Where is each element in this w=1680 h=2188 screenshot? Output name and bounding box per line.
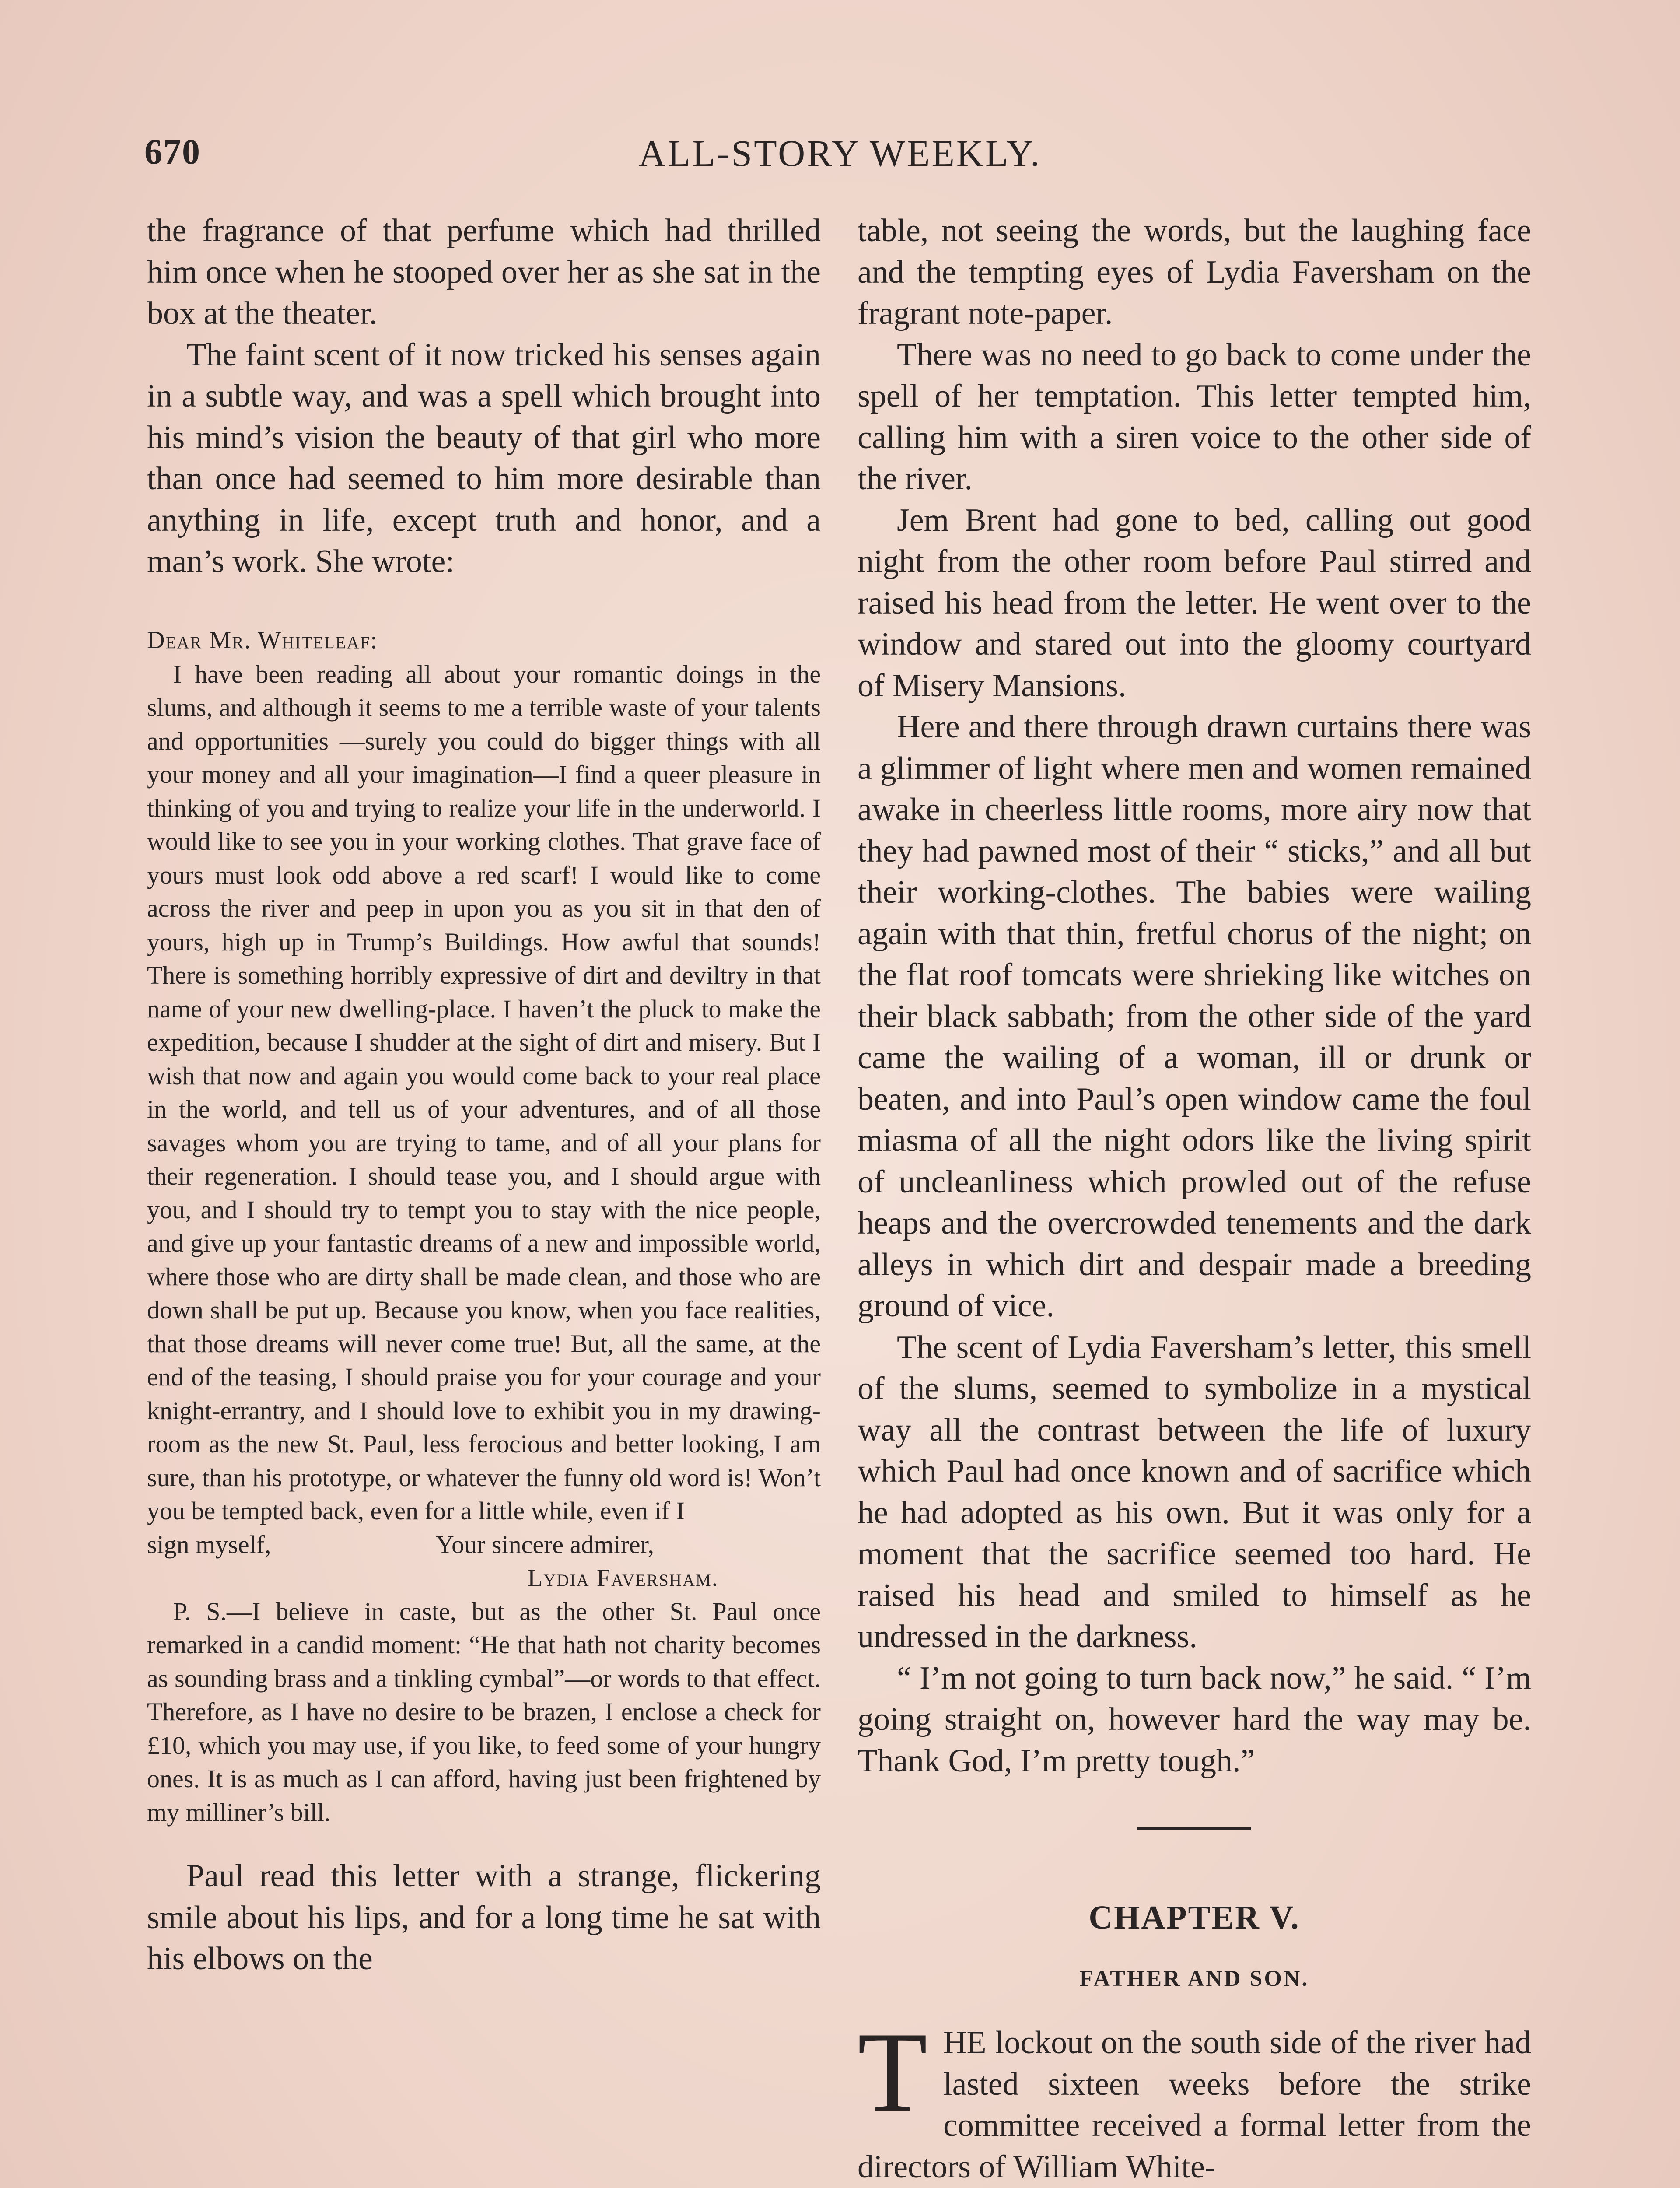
chapter-opening-text: HE lockout on the south side of the river had lasted sixteen weeks before the strike committee received a formal letter from the directors of William White- <box>858 2025 1531 2185</box>
left-column <box>147 210 821 1980</box>
letter-closing-sign: sign myself, <box>147 1530 271 1559</box>
letter-salutation: Dear Mr. Whiteleaf: <box>147 626 378 654</box>
paragraph: The faint scent of it now tricked his senses again in a subtle way, and was a spell which brought into his mind’s vision the beauty of that girl who more than once had seemed to him more desirable than anything in life, except truth and honor, and a man’s work. She wrote: <box>147 337 821 579</box>
chapter-title: CHAPTER V. <box>1088 1899 1300 1936</box>
paragraph: “ I’m not going to turn back now,” he said. “ I’m going straight on, however hard the way may be. Thank God, I’m pretty tough.” <box>858 1660 1531 1779</box>
paragraph: table, not seeing the words, but the laughing face and the tempting eyes of Lydia Faversham on the fragrant note-paper. <box>858 213 1531 331</box>
drop-cap: T <box>858 2009 928 2135</box>
letter-closing <box>147 1528 821 1562</box>
paragraph: The scent of Lydia Faversham’s letter, this smell of the slums, seemed to symbolize in a mystical way all the contrast between the life of luxury which Paul had once known and of sacrifice which he had adopted as his own. But it was only for a moment that the sacrifice seemed too hard. He raised his head and smiled to himself as he undressed in the darkness. <box>858 1329 1531 1655</box>
running-title: ALL-STORY WEEKLY. <box>638 132 1042 174</box>
letter-closing-admirer: Your sincere admirer, <box>436 1530 654 1559</box>
paragraph: There was no need to go back to come under the spell of her temptation. This letter tempted him, calling him with a siren voice to the other side of the river. <box>858 337 1531 497</box>
paragraph: the fragrance of that perfume which had thrilled him once when he stooped over her as she sat in the box at the theater. <box>147 213 821 331</box>
right-column <box>858 210 1531 2188</box>
chapter-subtitle: FATHER AND SON. <box>1079 1966 1309 1991</box>
section-divider <box>1138 1827 1251 1830</box>
page-number: 670 <box>144 132 201 172</box>
page-header <box>144 131 1536 179</box>
quoted-letter <box>147 626 821 1830</box>
paragraph: Here and there through drawn curtains there was a glimmer of light where men and women remained awake in cheerless little rooms, more airy now that they had pawned most of their “ sticks,” and all but their working-clothes. The babies were wailing again with that thin, fretful chorus of the night; on the flat roof tomcats were shrieking like witches on their black sabbath; from the other side of the yard came the wailing of a woman, ill or drunk or beaten, and into Paul’s open window came the foul miasma of all the night odors like the living spirit of uncleanliness which prowled out of the refuse heaps and the overcrowded tenements and the dark alleys in which dirt and despair made a breeding ground of vice. <box>858 709 1531 1324</box>
letter-body: I have been reading all about your romantic doings in the slums, and although it seems to me a terrible waste of your talents and opportunities —surely you could do bigger things with all your money and all your imagination—I find a queer pleasure in thinking of you and trying to realize your life in the underworld. I would like to see you in your working clothes. That grave face of yours must look odd above a red scarf! I would like to come across the river and peep in upon you as you sit in that den of yours, high up in Trump’s Buildings. How awful that sounds! There is something horribly expressive of dirt and deviltry in that name of your new dwelling-place. I haven’t the pluck to make the expedition, because I shudder at the sight of dirt and misery. But I wish that now and again you would come back to your real place in the world, and tell us of your adventures, and of all those savages whom you are trying to tame, and of all your plans for their regeneration. I should tease you, and I should argue with you, and I should try to tempt you to stay with the nice people, and give up your fantastic dreams of a new and impossible world, where those who are dirty shall be made clean, and those who are down shall be put up. Because you know, when you face realities, that those dreams will never come true! But, all the same, at the end of the teasing, I should praise you for your courage and your knight-errantry, and I should love to exhibit you in my drawing-room as the new St. Paul, less ferocious and better looking, I am sure, than his prototype, or whatever the funny old word is! Won’t you be tempted back, even for a little while, even if I <box>147 659 821 1525</box>
paragraph: Jem Brent had gone to bed, calling out good night from the other room before Paul stirred and raised his head from the letter. He went over to the window and stared out into the gloomy courtyard of Misery Mansions. <box>858 502 1531 704</box>
chapter-opening-paragraph <box>858 2009 1531 2188</box>
letter-postscript: P. S.—I believe in caste, but as the other St. Paul once remarked in a candid moment: “He that hath not charity becomes as sounding brass and a tinkling cymbal”—or words to that effect. Therefore, as I have no desire to be brazen, I enclose a check for £10, which you may use, if you like, to feed some of your hungry ones. It is as much as I can afford, having just been frightened by my milliner’s bill. <box>147 1597 821 1827</box>
paragraph: Paul read this letter with a strange, flickering smile about his lips, and for a long time he sat with his elbows on the <box>147 1858 821 1977</box>
letter-signature: Lydia Faversham. <box>528 1564 719 1592</box>
